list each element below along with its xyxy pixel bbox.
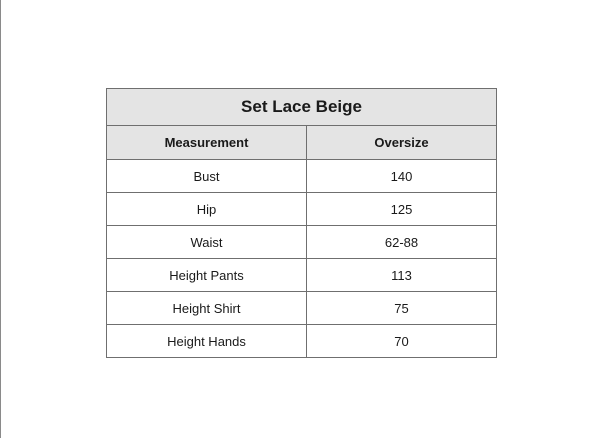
table-row bbox=[107, 325, 497, 358]
value-cell: 62-88 bbox=[307, 226, 497, 259]
value-cell: 75 bbox=[307, 292, 497, 325]
table-title: Set Lace Beige bbox=[107, 89, 497, 126]
table-row bbox=[107, 292, 497, 325]
table-row bbox=[107, 259, 497, 292]
title-row bbox=[107, 89, 497, 126]
value-cell: 140 bbox=[307, 160, 497, 193]
measurement-cell: Hip bbox=[107, 193, 307, 226]
measurement-cell: Bust bbox=[107, 160, 307, 193]
table-row bbox=[107, 193, 497, 226]
left-edge-divider bbox=[0, 0, 1, 438]
measurement-cell: Waist bbox=[107, 226, 307, 259]
column-header-measurement: Measurement bbox=[107, 126, 307, 160]
measurement-cell: Height Shirt bbox=[107, 292, 307, 325]
size-chart-table bbox=[106, 88, 497, 358]
table-row bbox=[107, 160, 497, 193]
table-row bbox=[107, 226, 497, 259]
value-cell: 70 bbox=[307, 325, 497, 358]
value-cell: 125 bbox=[307, 193, 497, 226]
measurement-cell: Height Pants bbox=[107, 259, 307, 292]
column-header-oversize: Oversize bbox=[307, 126, 497, 160]
header-row bbox=[107, 126, 497, 160]
value-cell: 113 bbox=[307, 259, 497, 292]
measurement-cell: Height Hands bbox=[107, 325, 307, 358]
